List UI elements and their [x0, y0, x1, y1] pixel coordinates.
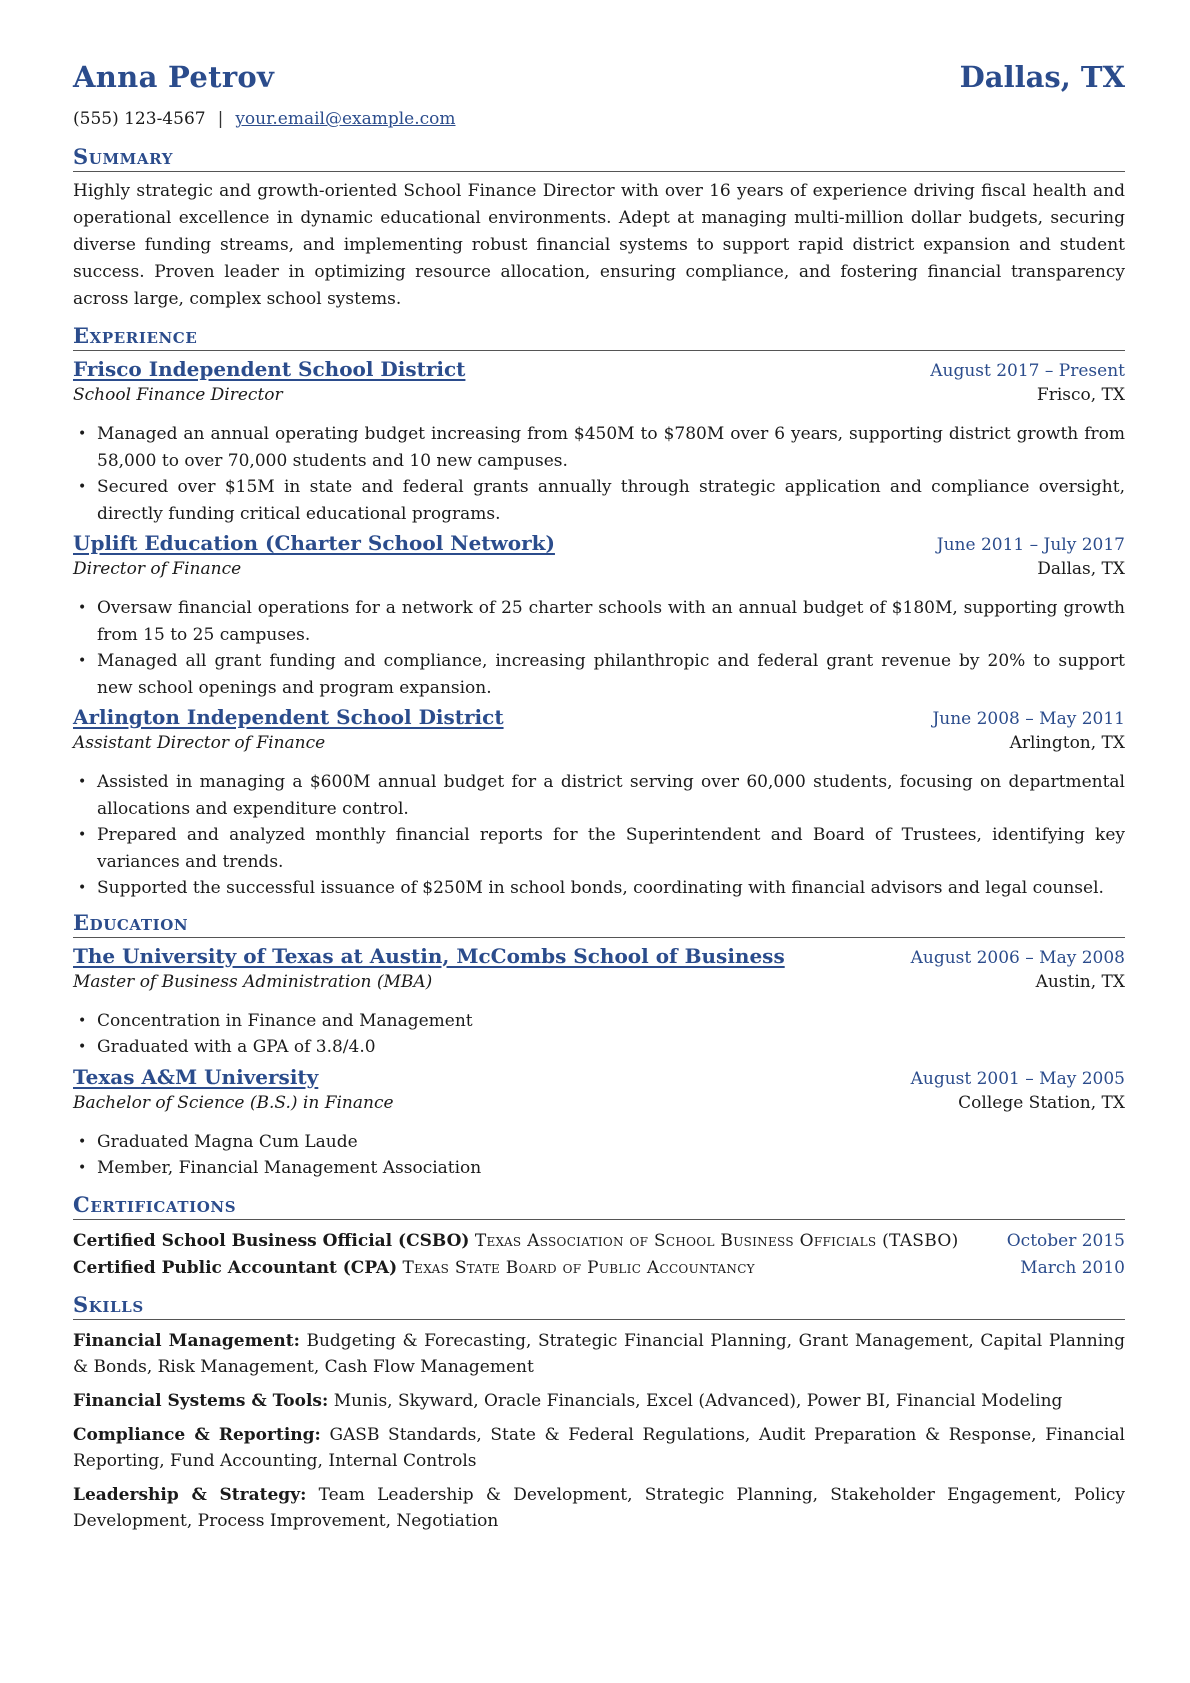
- experience-list: [73, 357, 1125, 902]
- education-list: [73, 944, 1125, 1182]
- bullet-item: • Oversaw financial operations for a network of 25 charter schools with an annual budget of $180M, supporting growth from 15 to 25 campuses.: [73, 595, 1125, 648]
- experience-org-link[interactable]: Frisco Independent School District: [73, 357, 466, 381]
- experience-role: Assistant Director of Finance: [73, 733, 326, 753]
- experience-location: Arlington, TX: [1009, 733, 1125, 753]
- certification-date: October 2015: [1006, 1230, 1125, 1251]
- experience-entry-header: [73, 357, 1125, 385]
- bullet-item: • Assisted in managing a $600M annual budget for a district serving over 60,000 students, focusing on departmental allocations and expenditure control.: [73, 769, 1125, 822]
- education-role: Master of Business Administration (MBA): [73, 971, 433, 992]
- resume-page: [73, 60, 1125, 1534]
- experience-location: Dallas, TX: [1037, 559, 1125, 579]
- experience-role: School Finance Director: [73, 385, 283, 405]
- experience-bullets: [73, 421, 1125, 527]
- phone-number: (555) 123-4567: [73, 109, 206, 129]
- experience-org-link[interactable]: Arlington Independent School District: [73, 705, 504, 729]
- experience-bullets: [73, 595, 1125, 701]
- experience-entry-header: [73, 531, 1125, 559]
- contact-separator: |: [217, 109, 224, 129]
- bullet-item: • Managed an annual operating budget increasing from $450M to $780M over 6 years, supporting district growth from 58,000 to over 70,000 students and 10 new campuses.: [73, 421, 1125, 474]
- section-title-skills: Skills: [73, 1292, 1125, 1320]
- bullet-item: • Secured over $15M in state and federal grants annually through strategic application and compliance oversight, directly funding critical educational programs.: [73, 474, 1125, 527]
- education-org-link[interactable]: The University of Texas at Austin, McCombs School of Business: [73, 943, 785, 968]
- certification-text: [73, 1228, 959, 1255]
- education-bullets: [73, 1008, 1125, 1061]
- education-location: Austin, TX: [1035, 971, 1125, 992]
- experience-entry-subheader: [73, 385, 1125, 413]
- bullet-item: • Graduated with a GPA of 3.8/4.0: [73, 1034, 1125, 1061]
- education-entry-header: [73, 944, 1125, 972]
- skill-group-label: Leadership & Strategy:: [73, 1484, 307, 1505]
- experience-entry: [73, 531, 1125, 701]
- experience-dates: June 2008 – May 2011: [932, 709, 1125, 729]
- experience-dates: August 2017 – Present: [930, 361, 1125, 381]
- summary-text: Highly strategic and growth-oriented School Finance Director with over 16 years of experience driving fiscal health and operational excellence in dynamic educational environments. Adept at managing multi-million dollar budgets, securing diverse funding streams, and implementing robust financial systems to support rapid district expansion and student success. Proven leader in optimizing resource allocation, ensuring compliance, and fostering financial transparency across large, complex school systems.: [73, 181, 1125, 309]
- bullet-item: • Prepared and analyzed monthly financial reports for the Superintendent and Board of Trustees, identifying key variances and trends.: [73, 822, 1125, 875]
- experience-entry: [73, 705, 1125, 902]
- certification-issuer: Texas State Board of Public Accountancy: [402, 1257, 755, 1278]
- bullet-item: • Managed all grant funding and compliance, increasing philanthropic and federal grant revenue by 20% to support new school openings and program expansion.: [73, 648, 1125, 701]
- education-entry-header: [73, 1065, 1125, 1093]
- education-location: College Station, TX: [958, 1092, 1125, 1113]
- resume-header: [73, 60, 1125, 104]
- experience-entry: [73, 357, 1125, 527]
- experience-entry-header: [73, 705, 1125, 733]
- skill-group-items: Team Leadership & Development, Strategic Planning, Stakeholder Engagement, Policy Development, Process Improvement, Negotiation: [73, 1484, 1126, 1531]
- certification-text: [73, 1255, 755, 1282]
- bullet-item: • Graduated Magna Cum Laude: [73, 1129, 1125, 1156]
- education-dates: August 2006 – May 2008: [910, 947, 1125, 968]
- education-role: Bachelor of Science (B.S.) in Finance: [73, 1092, 394, 1113]
- certifications-list: [73, 1228, 1125, 1282]
- section-title-summary: Summary: [73, 144, 1125, 172]
- education-bullets: [73, 1129, 1125, 1182]
- skill-group: [73, 1388, 1125, 1414]
- email-link[interactable]: your.email@example.com: [235, 109, 456, 129]
- experience-entry-subheader: [73, 559, 1125, 587]
- experience-org-link[interactable]: Uplift Education (Charter School Network): [73, 531, 555, 555]
- skill-group: [73, 1422, 1125, 1474]
- education-entry: [73, 944, 1125, 1061]
- experience-bullets: [73, 769, 1125, 902]
- skill-group-label: Financial Systems & Tools:: [73, 1390, 329, 1411]
- bullet-item: • Concentration in Finance and Management: [73, 1008, 1125, 1035]
- certification-row: [73, 1228, 1125, 1255]
- certification-name: Certified Public Accountant (CPA): [73, 1257, 398, 1278]
- bullet-item: • Member, Financial Management Association: [73, 1155, 1125, 1182]
- certification-name: Certified School Business Official (CSBO): [73, 1230, 470, 1251]
- skill-group-label: Financial Management:: [73, 1330, 300, 1351]
- skill-group-items: Budgeting & Forecasting, Strategic Financial Planning, Grant Management, Capital Planning & Bonds, Risk Management, Cash Flow Management: [73, 1330, 1126, 1377]
- experience-role: Director of Finance: [73, 559, 242, 579]
- education-org-link[interactable]: Texas A&M University: [73, 1064, 319, 1089]
- contact-line: [73, 106, 1125, 132]
- candidate-name: Anna Petrov: [73, 60, 275, 94]
- skill-group-label: Compliance & Reporting:: [73, 1424, 321, 1445]
- skill-group: [73, 1328, 1125, 1380]
- section-title-experience: Experience: [73, 323, 1125, 351]
- certification-date: March 2010: [1020, 1257, 1125, 1278]
- education-dates: August 2001 – May 2005: [910, 1068, 1125, 1089]
- education-entry-subheader: [73, 972, 1125, 1000]
- certification-row: [73, 1255, 1125, 1282]
- education-entry-subheader: [73, 1093, 1125, 1121]
- skill-group: [73, 1482, 1125, 1534]
- candidate-location: Dallas, TX: [959, 60, 1125, 94]
- skill-group-items: Munis, Skyward, Oracle Financials, Excel (Advanced), Power BI, Financial Modeling: [333, 1390, 1063, 1411]
- certification-issuer: Texas Association of School Business Officials (TASBO): [474, 1230, 959, 1251]
- section-title-certifications: Certifications: [73, 1192, 1125, 1220]
- education-entry: [73, 1065, 1125, 1182]
- experience-entry-subheader: [73, 733, 1125, 761]
- experience-location: Frisco, TX: [1036, 385, 1125, 405]
- skills-list: [73, 1328, 1125, 1534]
- skill-group-items: GASB Standards, State & Federal Regulations, Audit Preparation & Response, Financial Reporting, Fund Accounting, Internal Controls: [73, 1424, 1125, 1471]
- bullet-item: • Supported the successful issuance of $250M in school bonds, coordinating with financial advisors and legal counsel.: [73, 875, 1125, 902]
- experience-dates: June 2011 – July 2017: [936, 535, 1125, 555]
- section-title-education: Education: [73, 910, 1125, 938]
